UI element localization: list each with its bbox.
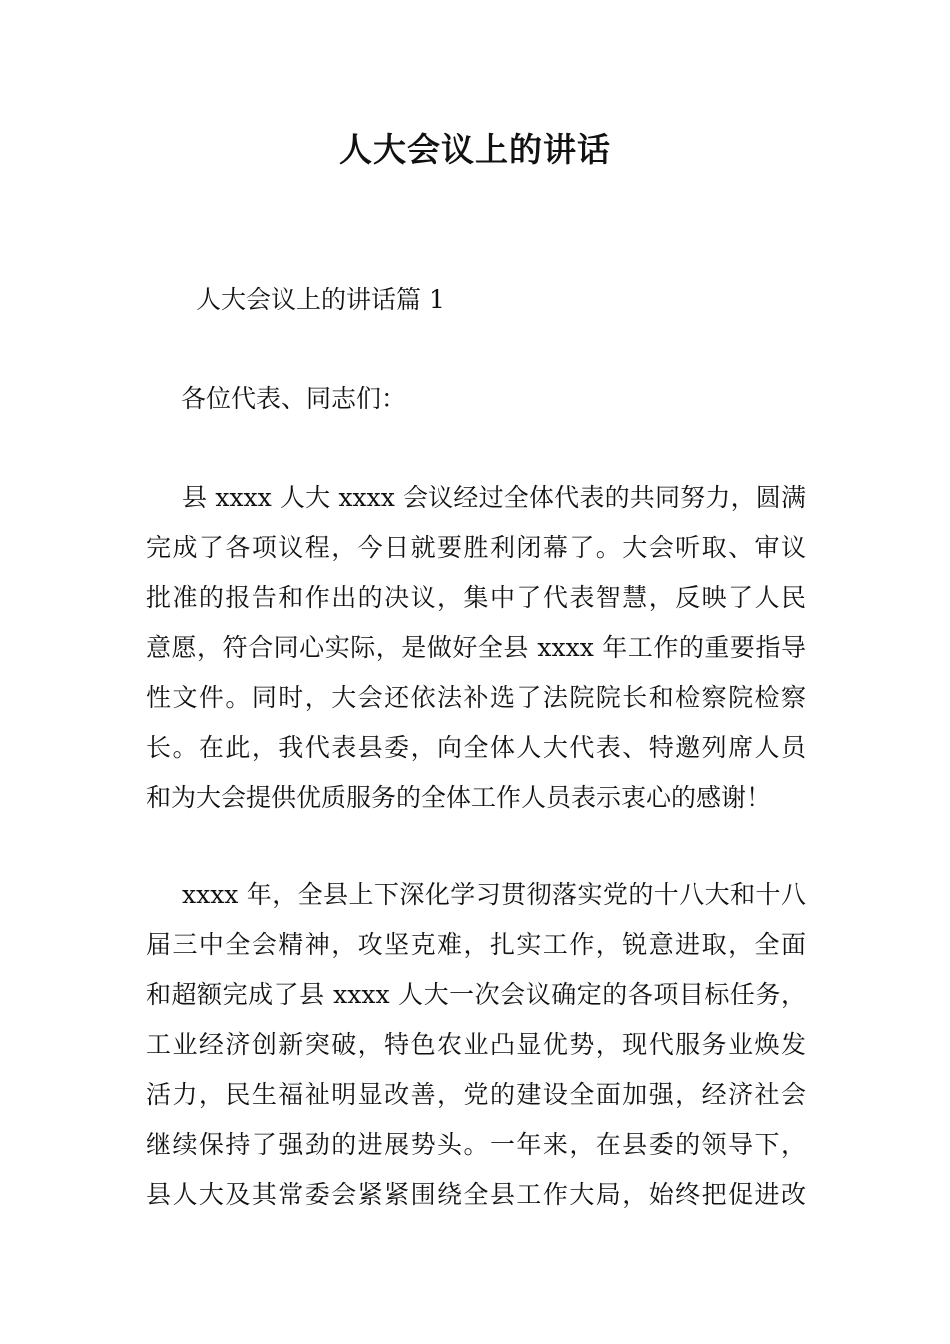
paragraph-line: 长。在此，我代表县委，向全体人大代表、特邀列席人员 [146, 733, 806, 762]
paragraph-1 [146, 473, 806, 823]
paragraph-line: 完成了各项议程，今日就要胜利闭幕了。大会听取、审议 [146, 533, 806, 562]
paragraph-line: 县人大及其常委会紧紧围绕全县工作大局，始终把促进改 [146, 1180, 806, 1209]
paragraph-line: xxxx 年，全县上下深化学习贯彻落实党的十八大和十八 [182, 880, 806, 909]
paragraph-line: 届三中全会精神，攻坚克难，扎实工作，锐意进取，全面 [146, 930, 806, 959]
paragraph-line: 性文件。同时，大会还依法补选了法院院长和检察院检察 [146, 683, 806, 712]
paragraph-line: 活力，民生福祉明显改善，党的建设全面加强，经济社会 [146, 1080, 806, 1109]
paragraph-line: 继续保持了强劲的进展势头。一年来，在县委的领导下， [146, 1130, 806, 1159]
paragraph-line: 批准的报告和作出的决议，集中了代表智慧，反映了人民 [146, 583, 806, 612]
paragraph-line: 和为大会提供优质服务的全体工作人员表示衷心的感谢！ [146, 783, 772, 812]
section-heading: 人大会议上的讲话篇 1 [196, 285, 445, 314]
paragraph-line: 意愿，符合同心实际，是做好全县 xxxx 年工作的重要指导 [146, 633, 806, 662]
paragraph-line: 和超额完成了县 xxxx 人大一次会议确定的各项目标任务， [146, 980, 806, 1009]
document-title: 人大会议上的讲话 [339, 130, 611, 169]
paragraph-2 [146, 870, 806, 1220]
paragraph-line: 县 xxxx 人大 xxxx 会议经过全体代表的共同努力，圆满 [182, 483, 806, 512]
paragraph-line: 工业经济创新突破，特色农业凸显优势，现代服务业焕发 [146, 1030, 806, 1059]
salutation: 各位代表、同志们： [181, 384, 407, 413]
